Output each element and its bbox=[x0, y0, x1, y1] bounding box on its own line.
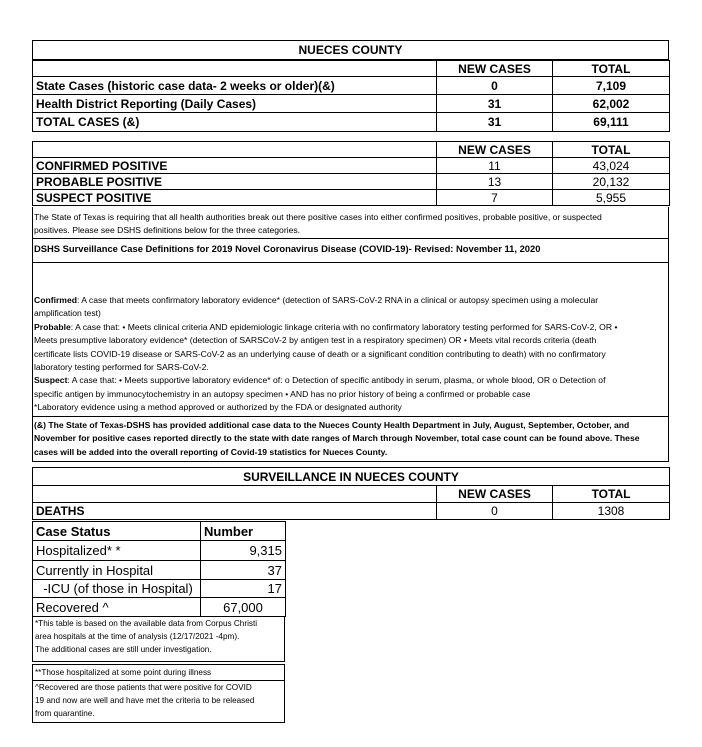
row-new: 31 bbox=[437, 113, 553, 132]
row-label: PROBABLE POSITIVE bbox=[33, 174, 437, 190]
divider bbox=[32, 262, 669, 263]
table-row bbox=[33, 77, 670, 95]
footnote-line: ^Recovered are those patients that were positive for COVID bbox=[35, 683, 252, 692]
row-total: 43,024 bbox=[553, 158, 670, 174]
footnote-c bbox=[32, 681, 285, 723]
deaths-label: DEATHS bbox=[33, 503, 437, 520]
def-text: : A case that meets confirmatory laboratory evidence* (detection of SARS-CoV-2 RNA in a clinical or autopsy specimen using a molecular bbox=[76, 295, 599, 305]
table-row bbox=[33, 541, 286, 561]
cases-col-total: TOTAL bbox=[553, 61, 670, 77]
footnote-b bbox=[32, 664, 285, 681]
amp-note-line: cases will be added into the overall reporting of Covid-19 statistics for Nueces County. bbox=[34, 446, 388, 457]
footnote-line: *This table is based on the available data from Corpus Christi bbox=[35, 619, 258, 628]
surveillance-title: SURVEILLANCE IN NUECES COUNTY bbox=[33, 468, 670, 486]
def-text: *Laboratory evidence using a method approved or authorized by the FDA or designated authority bbox=[34, 402, 402, 413]
table-row bbox=[33, 503, 670, 520]
row-new: 7 bbox=[437, 190, 553, 206]
positives-table-header bbox=[33, 142, 670, 158]
row-new: 31 bbox=[437, 95, 553, 113]
footnote-line: 19 and now are well and have met the criteria to be released bbox=[35, 696, 255, 705]
table-row bbox=[33, 598, 286, 617]
def-label: Probable bbox=[34, 321, 71, 332]
def-label: Suspect bbox=[34, 375, 68, 386]
status-value: 9,315 bbox=[201, 541, 286, 561]
def-probable bbox=[34, 321, 668, 334]
status-value: 37 bbox=[201, 561, 286, 580]
row-total: 5,955 bbox=[553, 190, 670, 206]
dshs-title: DSHS Surveillance Case Definitions for 2019 Novel Coronavirus Disease (COVID-19)- Revised: November 11, 2020 bbox=[34, 243, 541, 254]
def-text: : A case that: • Meets clinical criteria AND epidemiologic linkage criteria with no confirmatory laboratory testing performed for SARS-CoV-2, OR • bbox=[70, 321, 618, 332]
row-total: 69,111 bbox=[553, 113, 670, 132]
cases-table-header bbox=[33, 61, 670, 77]
surveillance-table bbox=[32, 467, 670, 520]
state-requirement-note bbox=[34, 211, 668, 238]
surveillance-col-new: NEW CASES bbox=[437, 486, 553, 503]
def-text: laboratory testing performed for SARS-CoV-2. bbox=[34, 362, 209, 373]
status-label: -ICU (of those in Hospital) bbox=[33, 580, 201, 598]
def-text: : A case that: • Meets supportive laboratory evidence* of: o Detection of specific antibody in serum, plasma, or whole blood, OR o Detection of bbox=[67, 375, 606, 386]
def-text: specific antigen by immunocytochemistry in an autopsy specimen • AND has no prior history of being a confirmed or probable case bbox=[34, 388, 531, 399]
row-label: SUSPECT POSITIVE bbox=[33, 190, 437, 206]
county-title bbox=[32, 40, 669, 60]
cases-table bbox=[32, 60, 670, 132]
divider bbox=[32, 238, 669, 239]
status-value: 67,000 bbox=[201, 598, 286, 617]
row-label: CONFIRMED POSITIVE bbox=[33, 158, 437, 174]
table-row bbox=[33, 174, 670, 190]
footnote-line: from quarantine. bbox=[35, 709, 95, 718]
footnote-a bbox=[32, 617, 285, 662]
surveillance-col-total: TOTAL bbox=[553, 486, 670, 503]
def-text: amplification test) bbox=[34, 308, 101, 319]
status-label: Hospitalized* * bbox=[33, 541, 201, 561]
col-number: Number bbox=[201, 522, 286, 541]
row-new: 11 bbox=[437, 158, 553, 174]
case-status-header bbox=[33, 522, 286, 541]
def-suspect bbox=[34, 374, 668, 387]
row-total: 20,132 bbox=[553, 174, 670, 190]
table-row bbox=[33, 190, 670, 206]
deaths-total: 1308 bbox=[553, 503, 670, 520]
definitions bbox=[34, 294, 668, 415]
row-new: 13 bbox=[437, 174, 553, 190]
amp-note-line: (&) The State of Texas-DSHS has provided additional case data to the Nueces County Health Department in July, August, September, October, and bbox=[34, 420, 630, 430]
amp-note-line: November for positive cases reported directly to the state with date ranges of March through November, total case count can be found above. These bbox=[34, 433, 640, 444]
county-title-text: NUECES COUNTY bbox=[298, 43, 403, 57]
footnote-line: The additional cases are still under investigation. bbox=[35, 645, 212, 654]
col-case-status: Case Status bbox=[33, 522, 201, 541]
divider bbox=[32, 416, 669, 417]
positives-col-total: TOTAL bbox=[553, 142, 670, 158]
positives-col-new: NEW CASES bbox=[437, 142, 553, 158]
def-confirmed bbox=[34, 294, 668, 307]
cases-col-new: NEW CASES bbox=[437, 61, 553, 77]
footnote-line: area hospitals at the time of analysis (12/17/2021 -4pm). bbox=[35, 632, 240, 641]
row-label: State Cases (historic case data- 2 weeks or older)(&) bbox=[33, 77, 437, 95]
surveillance-header bbox=[33, 486, 670, 503]
status-label: Currently in Hospital bbox=[33, 561, 201, 580]
def-label: Confirmed bbox=[34, 295, 77, 305]
table-row bbox=[33, 158, 670, 174]
table-row bbox=[33, 561, 286, 580]
table-row bbox=[33, 95, 670, 113]
row-new: 0 bbox=[437, 77, 553, 95]
row-label: Health District Reporting (Daily Cases) bbox=[33, 95, 437, 113]
table-row bbox=[33, 113, 670, 132]
def-text: Meets presumptive laboratory evidence* (detection of SARSCoV-2 by antigen test in a respiratory specimen) OR • Meets vital records criteria (death bbox=[34, 335, 597, 346]
deaths-new: 0 bbox=[437, 503, 553, 520]
status-label: Recovered ^ bbox=[33, 598, 201, 617]
positives-table bbox=[32, 141, 670, 206]
row-label: TOTAL CASES (&) bbox=[33, 113, 437, 132]
row-total: 7,109 bbox=[553, 77, 670, 95]
note-line: positives. Please see DSHS definitions below for the three categories. bbox=[34, 225, 301, 236]
surveillance-title-row bbox=[33, 468, 670, 486]
note-line: The State of Texas is requiring that all health authorities break out there positive cases into either confirmed positives, probable positive, or suspected bbox=[34, 212, 602, 222]
table-row bbox=[33, 580, 286, 598]
amp-note bbox=[34, 419, 668, 459]
def-text: certificate lists COVID-19 disease or SARS-CoV-2 as an underlying cause of death or a significant condition contributing to death) with no confirmatory bbox=[34, 348, 606, 359]
status-value: 17 bbox=[201, 580, 286, 598]
footnote-line: **Those hospitalized at some point during illness bbox=[35, 668, 212, 677]
row-total: 62,002 bbox=[553, 95, 670, 113]
case-status-table bbox=[32, 521, 286, 617]
